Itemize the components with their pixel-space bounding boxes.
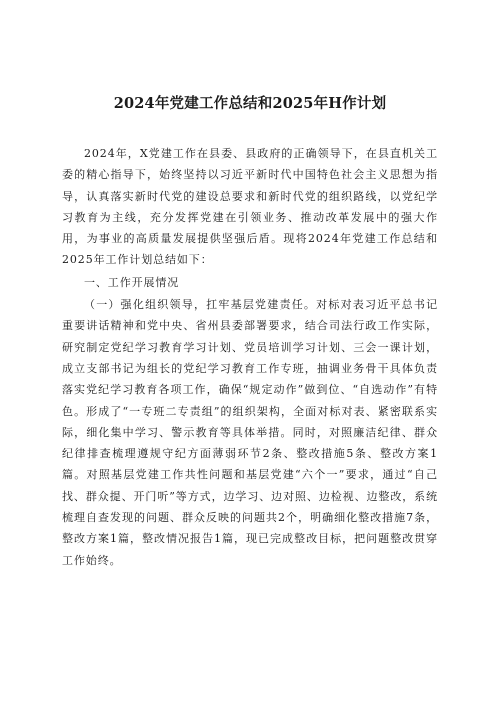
body-paragraph: （一）强化组织领导，扛牢基层党建责任。对标对表习近平总书记重要讲话精神和党中央、省州县委部署要求，结合司法行政工作实际，研究制定党纪学习教育学习计划、党员培训学习计划、三会一课计划，成立支部书记为组长的党纪学习教育工作专班，抽调业务骨干具体负责落实党纪学习教育各项工作，确保“规定动作”做到位、“自选动作”有特色。形成了“一专班二专责组”的组织架构，全面对标对表、紧密联系实际，细化集中学习、警示教育等具体举措。同时，对照廉洁纪律、群众纪律排查梳理遵规守纪方面薄弱环节2条、整改措施5条、整改方案1篇。对照基层党建工作共性问题和基层党建“六个一”要求，通过“自己找、群众提、开门听”等方式，边学习、边对照、边检视、边整改，系统梳理自查发现的问题、群众反映的问题共2个，明确细化整改措施7条，整改方案1篇，整改情况报告1篇，现已完成整改目标，把问题整改贯穿工作始终。 [62, 298, 438, 567]
section-heading: 一、工作开展情况 [84, 275, 180, 289]
document-title: 2024年党建工作总结和2025年H作计划 [113, 95, 387, 112]
document-body [62, 143, 438, 571]
intro-paragraph: 2024年，X党建工作在县委、县政府的正确领导下，在县直机关工委的精心指导下，始终坚持以习近平新时代中国特色社会主义思想为指导，认真落实新时代党的建设总要求和新时代党的组织路线，以党纪学习教育为主线，充分发挥党建在引领业务、推动改革发展中的强大作用，为事业的高质量发展提供坚强后盾。现将2024年党建工作总结和2025年工作计划总结如下： [62, 147, 438, 267]
